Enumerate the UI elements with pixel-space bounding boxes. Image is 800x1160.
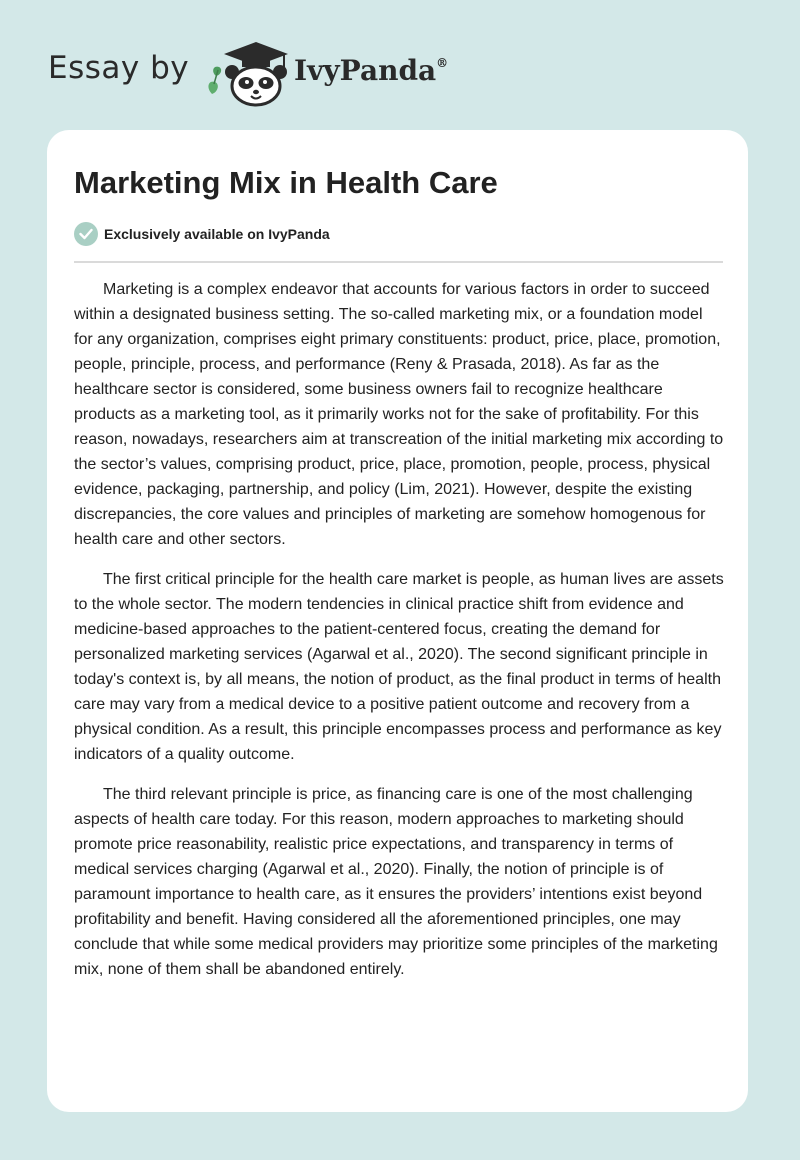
paragraph: Marketing is a complex endeavor that accounts for various factors in order to succeed within a designated business setting. The so-called marketing mix, or a foundation model for any organization, comprises eight primary constituents: product, price, place, promotion, people, principle, process, and performance (Reny & Prasada, 2018). As far as the healthcare sector is considered, some business owners fail to recognize healthcare products as a marketing tool, as it primarily works not for the sake of profitability. For this reason, nowadays, researchers aim at transcreation of the initial marketing mix according to the sector’s values, comprising product, price, place, promotion, people, process, physical evidence, packaging, partnership, and policy (Lim, 2021). However, despite the existing discrepancies, the core values and principles of marketing are somehow homogenous for health care and other sectors. [74,281,724,548]
check-icon [74,222,98,246]
brand-text: IvyPanda [294,54,437,87]
essay-card [47,130,748,1112]
exclusive-badge [74,222,330,246]
essay-body [74,277,724,997]
divider [74,261,723,263]
essay-by-label: Essay by [48,50,190,86]
registered-mark: ® [436,56,449,70]
badge-label: Exclusively available on IvyPanda [104,226,330,242]
site-header [48,36,748,108]
paragraph: The first critical principle for the health care market is people, as human lives are assets to the whole sector. The modern tendencies in clinical practice shift from evidence and medicine-based approaches to the patient-centered focus, creating the demand for personalized marketing services (Agarwal et al., 2020). The second significant principle in today's context is, by all means, the notion of product, as the final product in terms of health care may vary from a medical device to a positive patient outcome and recovery from a physical condition. As a result, this principle encompasses process and performance as key indicators of a quality outcome. [74,571,724,763]
paragraph: The third relevant principle is price, as financing care is one of the most challenging aspects of health care today. For this reason, modern approaches to marketing should promote price reasonability, realistic price expectations, and transparency in terms of medical services charging (Agarwal et al., 2020). Finally, the notion of principle is of paramount importance to health care, as it ensures the providers’ intentions exist beyond profitability and benefit. Having considered all the aforementioned principles, one may conclude that while some medical providers may prioritize some principles of the marketing mix, none of them shall be abandoned entirely. [74,786,718,978]
panda-graduate-icon[interactable] [202,36,294,108]
page-title: Marketing Mix in Health Care [74,165,498,200]
brand-name[interactable] [294,54,448,87]
